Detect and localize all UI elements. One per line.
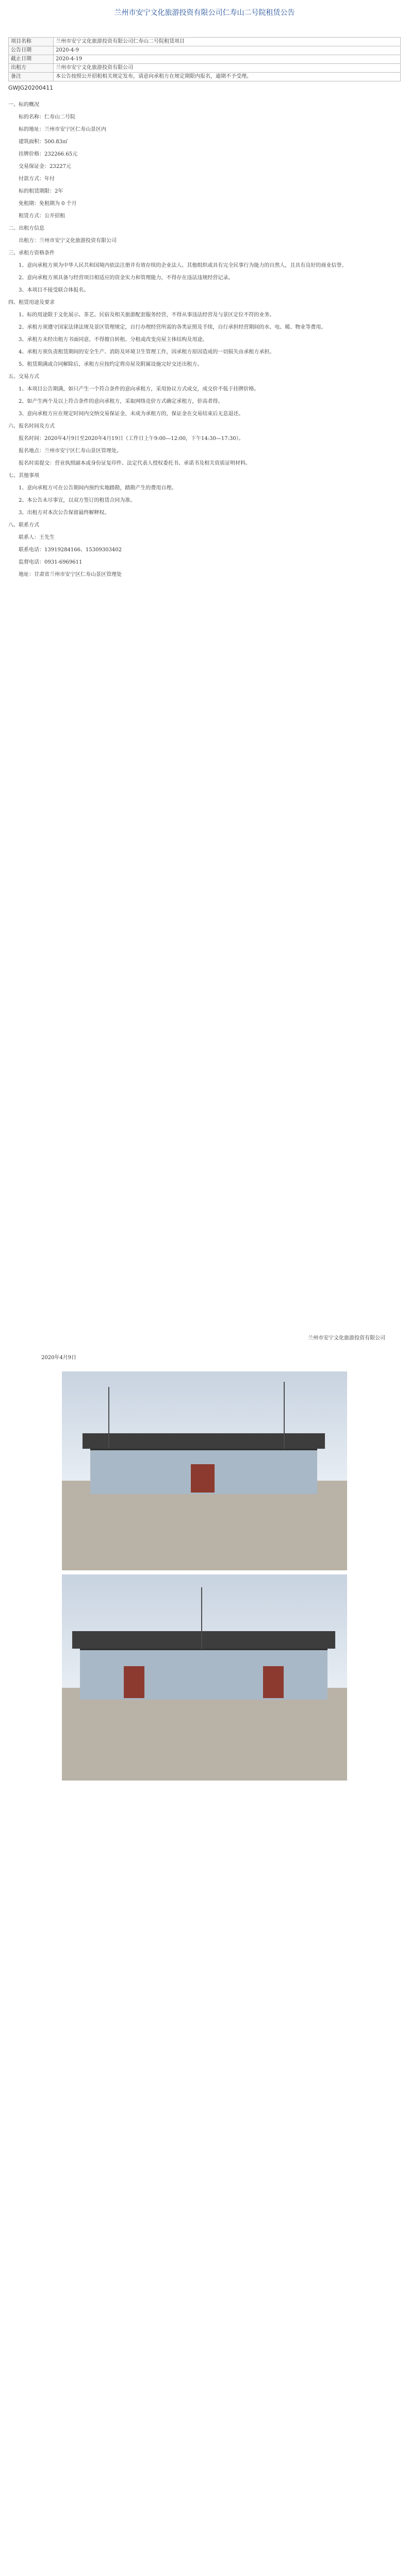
paragraph: 联系电话：13919284166、15309303402 bbox=[19, 547, 122, 553]
paragraph: 2、如产生两个及以上符合条件的意向承租方，采取网络竞价方式确定承租方，价高者得。 bbox=[19, 399, 223, 404]
section-heading: 三、承租方资格条件 bbox=[8, 250, 55, 256]
table-value: 2020-4-19 bbox=[54, 55, 401, 64]
table-key: 备注 bbox=[9, 73, 54, 81]
table-key: 截止日期 bbox=[9, 55, 54, 64]
building-roof bbox=[83, 1433, 325, 1449]
section-heading: 七、其他事项 bbox=[8, 473, 39, 479]
page-title: 兰州市安宁文化旅游投资有限公司仁寿山二号院租赁公告 bbox=[114, 9, 295, 17]
paragraph: 3、意向承租方应在规定时间内交纳交易保证金，未成为承租方的，保证金在交易结束后无息退还。 bbox=[19, 411, 244, 417]
paragraph: 1、本项目公告期满，如只产生一个符合条件的意向承租方，采用协议方式成交，成交价不低于挂牌价格。 bbox=[19, 386, 259, 392]
paragraph: 挂牌价格：232266.65元 bbox=[19, 151, 78, 157]
section-heading: 二、出租方信息 bbox=[8, 226, 44, 231]
table-row bbox=[9, 38, 401, 46]
paragraph: 建筑面积：500.83㎡ bbox=[19, 139, 68, 145]
photo-ground bbox=[62, 1481, 347, 1570]
paragraph: 5、租赁期满或合同解除后，承租方应按约定将房屋及附属设施完好交还出租方。 bbox=[19, 362, 203, 367]
table-row bbox=[9, 46, 401, 55]
section-heading: 六、报名时间及方式 bbox=[8, 423, 55, 429]
paragraph: 1、意向承租方须为中华人民共和国境内依法注册并有效存续的企业法人、其他组织或具有完全民事行为能力的自然人，且具有良好的商业信誉。 bbox=[19, 263, 347, 268]
courtyard-photo-1 bbox=[62, 1371, 347, 1570]
section-heading: 八、联系方式 bbox=[8, 522, 39, 528]
table-key: 公告日期 bbox=[9, 46, 54, 55]
paragraph: 2、意向承租方须具备与经营项目相适应的资金实力和管理能力，不得存在违法违规经营记录。 bbox=[19, 275, 234, 281]
paragraph: 3、本项目不接受联合体报名。 bbox=[19, 287, 89, 293]
paragraph: 标的地址：兰州市安宁区仁寿山景区内 bbox=[19, 127, 106, 132]
table-value: 兰州市安宁文化旅游投资有限公司仁寿山二号院租赁项目 bbox=[54, 38, 401, 46]
section-heading: 四、租赁用途及要求 bbox=[8, 300, 55, 306]
paragraph: 2、承租方须遵守国家法律法规及景区管理规定，自行办理经营所需的各类证照及手续，自行承担经营期间的水、电、暖、物业等费用。 bbox=[19, 325, 326, 330]
section-heading: 一、标的概况 bbox=[8, 102, 39, 108]
building-roof bbox=[72, 1631, 335, 1649]
paragraph: 4、承租方须负责租赁期间的安全生产、消防及环境卫生管理工作，因承租方原因造成的一切损失由承租方承担。 bbox=[19, 349, 275, 355]
table-key: 出租方 bbox=[9, 64, 54, 73]
building-door bbox=[263, 1666, 284, 1698]
paragraph: 付款方式：年付 bbox=[19, 176, 55, 182]
paragraph: 出租方：兰州市安宁文化旅游投资有限公司 bbox=[19, 238, 117, 244]
paragraph: 2、本公告未尽事宜，以双方签订的租赁合同为准。 bbox=[19, 498, 136, 503]
tree bbox=[284, 1382, 285, 1449]
paragraph: 免租期：免租期为 0 个月 bbox=[19, 201, 77, 207]
table-row bbox=[9, 55, 401, 64]
courtyard-photo-2 bbox=[62, 1574, 347, 1781]
paragraph: 交易保证金：23227元 bbox=[19, 164, 71, 170]
publish-date: 2020年4月9日 bbox=[41, 1355, 77, 1361]
signature: 兰州市安宁文化旅游投资有限公司 bbox=[308, 1335, 385, 1341]
paragraph: 1、意向承租方可在公告期间内预约实地踏勘，踏勘产生的费用自理。 bbox=[19, 485, 177, 491]
document-stamp: GWJG20200411 bbox=[8, 84, 54, 91]
paragraph: 地址：甘肃省兰州市安宁区仁寿山景区管理处 bbox=[19, 572, 122, 578]
building-wall bbox=[80, 1649, 328, 1700]
paragraph: 1、标的用途限于文化展示、茶艺、民宿及相关旅游配套服务经营，不得从事违法经营及与景区定位不符的业务。 bbox=[19, 312, 275, 318]
announcement-body bbox=[8, 101, 401, 583]
paragraph: 报名时需提交：营业执照副本或身份证复印件、法定代表人授权委托书、承诺书及相关资质证明材料。 bbox=[19, 461, 251, 466]
section-heading: 五、交易方式 bbox=[8, 374, 39, 380]
building-door bbox=[191, 1464, 215, 1493]
paragraph: 3、出租方对本次公告保留最终解释权。 bbox=[19, 510, 110, 516]
paragraph: 监督电话：0931-6969611 bbox=[19, 560, 83, 565]
building-door bbox=[124, 1666, 144, 1698]
paragraph: 租赁方式：公开招租 bbox=[19, 213, 65, 219]
table-value: 本公告按照公开招租相关规定发布，请意向承租方在规定期限内报名，逾期不予受理。 bbox=[54, 73, 401, 81]
table-row bbox=[9, 73, 401, 81]
table-key: 项目名称 bbox=[9, 38, 54, 46]
paragraph: 3、承租方未经出租方书面同意，不得擅自转租、分租或改变房屋主体结构及用途。 bbox=[19, 337, 208, 343]
table-value: 2020-4-9 bbox=[54, 46, 401, 55]
paragraph: 标的名称：仁寿山二号院 bbox=[19, 114, 75, 120]
paragraph: 报名时间：2020年4月9日至2020年4月19日（工作日上午9:00—12:00，下午14:30—17:30）。 bbox=[19, 436, 244, 442]
paragraph: 联系人：王先生 bbox=[19, 535, 55, 540]
paragraph: 标的租赁期限：2年 bbox=[19, 189, 63, 194]
paragraph: 报名地点：兰州市安宁区仁寿山景区管理处。 bbox=[19, 448, 122, 454]
tree bbox=[108, 1387, 109, 1449]
table-value: 兰州市安宁文化旅游投资有限公司 bbox=[54, 64, 401, 73]
table-row bbox=[9, 64, 401, 73]
tree bbox=[201, 1587, 202, 1649]
info-table bbox=[8, 37, 401, 81]
photo-ground bbox=[62, 1688, 347, 1781]
